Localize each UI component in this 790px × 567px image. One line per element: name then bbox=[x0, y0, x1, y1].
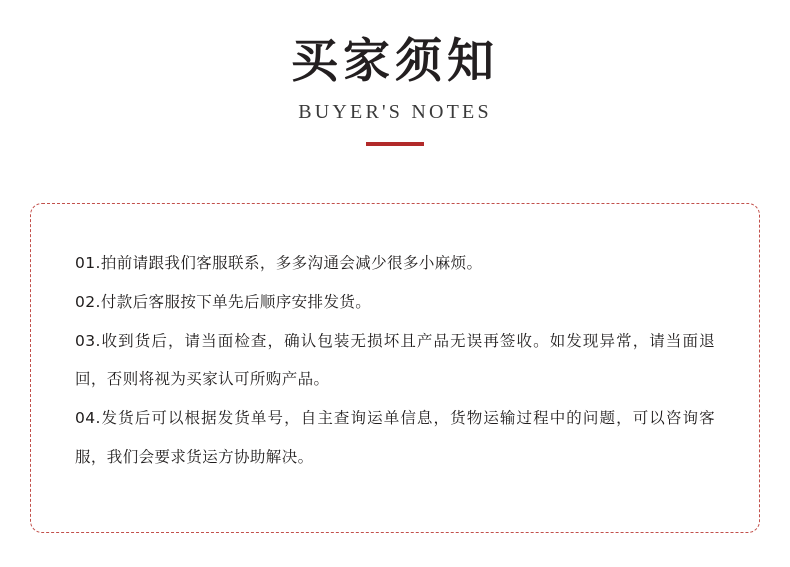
page-title: 买家须知 bbox=[291, 34, 499, 89]
notes-container bbox=[30, 203, 760, 533]
page-subtitle: BUYER'S NOTES bbox=[298, 101, 492, 124]
note-item-2: 02.付款后客服按下单先后顺序安排发货。 bbox=[75, 292, 372, 311]
note-item-4: 04.发货后可以根据发货单号，自主查询运单信息，货物运输过程中的问题，可以咨询客服，我们会要求货运方协助解决。 bbox=[75, 409, 715, 466]
title-divider bbox=[366, 142, 424, 146]
note-item-3: 03.收到货后，请当面检查，确认包装无损坏且产品无误再签收。如发现异常，请当面退回，否则将视为买家认可所购产品。 bbox=[75, 331, 715, 389]
page-header bbox=[0, 0, 790, 146]
note-item-1: 01.拍前请跟我们客服联系，多多沟通会减少很多小麻烦。 bbox=[75, 254, 483, 272]
